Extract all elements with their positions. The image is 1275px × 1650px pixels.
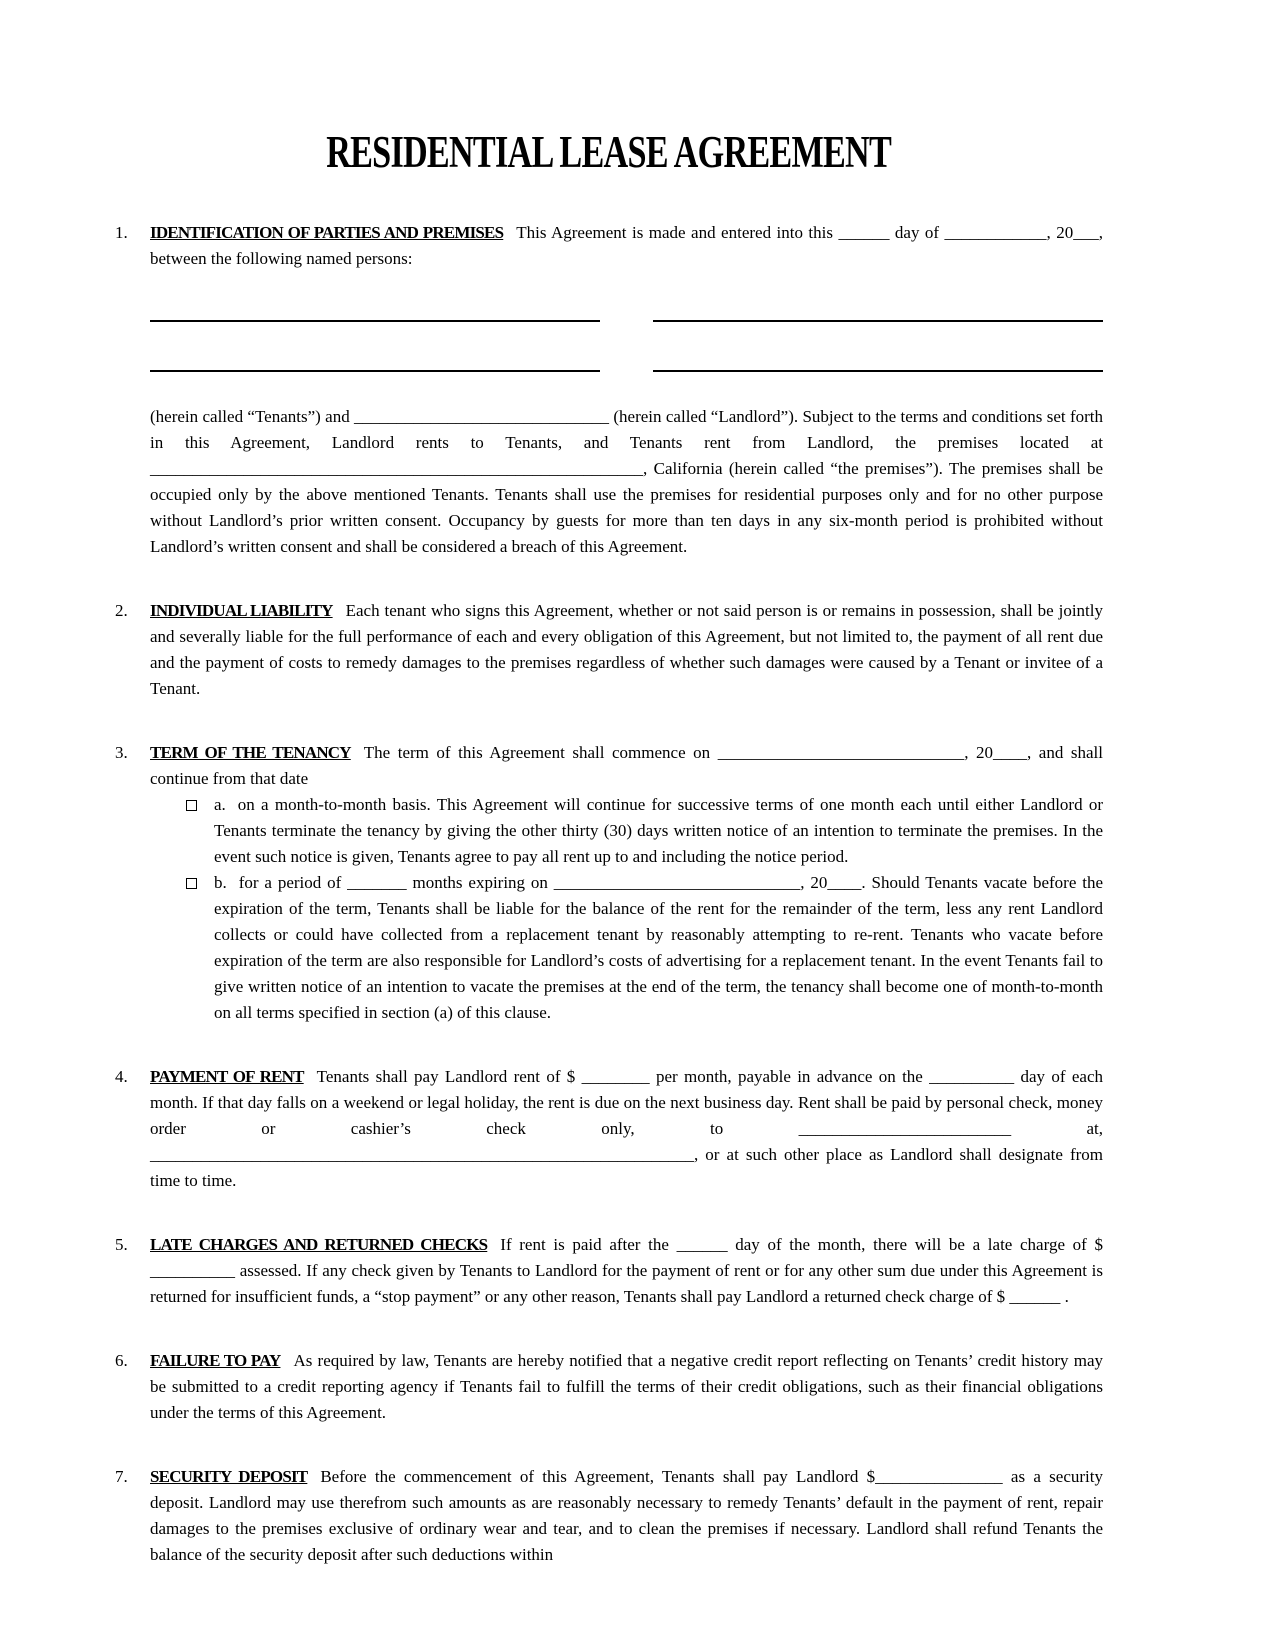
section-body-text: Tenants shall pay Landlord rent of $ ________ per month, payable in advance on the __________ day of each month. If that day falls on a weekend or legal holiday, the rent is due on the next business day. Rent shall be paid by personal check, money order or cashier’s check only, to _________________________ at, ________________________________________________________________, or at such other place as Landlord shall designate from time to time. [150, 1067, 1103, 1190]
section-content [150, 220, 1103, 560]
checkbox-option-b-icon[interactable] [186, 878, 197, 889]
checkbox-option-a-icon[interactable] [186, 800, 197, 811]
section-failure-to-pay [115, 1348, 1103, 1426]
term-option-a [186, 792, 1103, 870]
option-text: on a month-to-month basis. This Agreement will continue for successive terms of one month each until either Landlord or Tenants terminate the tenancy by giving the other thirty (30) days written notice of an intention to terminate the premises. In the event such notice is given, Tenants agree to pay all rent up to and including the notice period. [214, 795, 1103, 866]
section-number: 4. [115, 1067, 128, 1086]
section-heading: TERM OF THE TENANCY [150, 743, 351, 762]
section-heading: PAYMENT OF RENT [150, 1067, 304, 1086]
section-body-text: As required by law, Tenants are hereby notified that a negative credit report reflecting on Tenants’ credit history may be submitted to a credit reporting agency if Tenants fail to fulfill the terms of their credit obligations, such as their financial obligations under the terms of this Agreement. [150, 1351, 1103, 1422]
section-heading: INDIVIDUAL LIABILITY [150, 601, 333, 620]
section-individual-liability [115, 598, 1103, 702]
option-label: a. [214, 795, 226, 814]
section-number: 1. [115, 223, 128, 242]
tenant-name-line-1[interactable] [150, 320, 600, 322]
document-title-text: RESIDENTIAL LEASE AGREEMENT [326, 127, 892, 177]
section-intro-paragraph [150, 220, 1103, 272]
section-content [150, 1064, 1103, 1194]
section-content [150, 598, 1103, 702]
term-option-a-text-block [214, 792, 1103, 870]
section-content [150, 740, 1103, 1026]
tenant-name-line-3[interactable] [150, 370, 600, 372]
section-body-paragraph [150, 1232, 1103, 1310]
section-body-text: (herein called “Tenants”) and ______________________________ (herein called “Landlord”). Subject to the terms and conditions set forth in this Agreement, Landlord rents to Tenants, and Tenants rent from Landlord, the premises located at __________________________________________________________, California (herein called “the premises”). The premises shall be occupied only by the above mentioned Tenants. Tenants shall use the premises for residential purposes only and for no other purpose without Landlord’s prior written consent. Occupancy by guests for more than ten days in any six-month period is prohibited without Landlord’s written consent and shall be considered a breach of this Agreement. [150, 407, 1103, 556]
term-option-b-text-block [214, 870, 1103, 1026]
term-option-b [186, 870, 1103, 1026]
section-number: 2. [115, 601, 128, 620]
section-payment-of-rent [115, 1064, 1103, 1194]
section-body-text: The term of this Agreement shall commence on _____________________________, 20____, and shall continue from that date [150, 743, 1103, 788]
tenant-name-row-2 [150, 370, 1103, 372]
section-heading: IDENTIFICATION OF PARTIES AND PREMISES [150, 223, 504, 242]
section-heading: FAILURE TO PAY [150, 1351, 281, 1370]
section-term-of-tenancy [115, 740, 1103, 1026]
section-number: 6. [115, 1351, 128, 1370]
tenant-name-line-2[interactable] [653, 320, 1103, 322]
tenant-name-row-1 [150, 320, 1103, 322]
section-content [150, 1348, 1103, 1426]
tenant-name-line-4[interactable] [653, 370, 1103, 372]
section-body-paragraph [150, 1064, 1103, 1194]
section-body-text: Each tenant who signs this Agreement, whether or not said person is or remains in possession, shall be jointly and severally liable for the full performance of each and every obligation of this Agreement, but not limited to, the payment of all rent due and the payment of costs to remedy damages to the premises regardless of whether such damages were caused by a Tenant or invitee of a Tenant. [150, 601, 1103, 698]
section-body-paragraph [150, 598, 1103, 702]
document-title [115, 126, 1103, 178]
section-body-paragraph [150, 740, 1103, 792]
section-body-text: If rent is paid after the ______ day of the month, there will be a late charge of $ __________ assessed. If any check given by Tenants to Landlord for the payment of rent or for any other sum due under this Agreement is returned for insufficient funds, a “stop payment” or any other reason, Tenants shall pay Landlord a returned check charge of $ ______ . [150, 1235, 1103, 1306]
section-number: 3. [115, 743, 128, 762]
section-content [150, 1232, 1103, 1310]
section-number: 7. [115, 1467, 128, 1486]
section-security-deposit [115, 1464, 1103, 1568]
section-heading: LATE CHARGES AND RETURNED CHECKS [150, 1235, 488, 1254]
option-text: for a period of _______ months expiring on _____________________________, 20____. Should Tenants vacate before the expiration of the term, Tenants shall be liable for the balance of the rent for the remainder of the term, less any rent Landlord collects or could have collected from a replacement tenant by reasonably attempting to re-rent. Tenants who vacate before expiration of the term are also responsible for Landlord’s costs of advertising for a replacement tenant. In the event Tenants fail to give written notice of an intention to vacate the premises at the end of the term, the tenancy shall become one of month-to-month on all terms specified in section (a) of this clause. [214, 873, 1103, 1022]
section-body-text: Before the commencement of this Agreement, Tenants shall pay Landlord $_______________ as a security deposit. Landlord may use therefrom such amounts as are reasonably necessary to remedy Tenants’ default in the payment of rent, repair damages to the premises exclusive of ordinary wear and tear, and to clean the premises if necessary. Landlord shall refund Tenants the balance of the security deposit after such deductions within [150, 1467, 1103, 1564]
section-number: 5. [115, 1235, 128, 1254]
section-intro-text: This Agreement is made and entered into this ______ day of ____________, 20___, between the following named persons: [150, 223, 1103, 268]
section-heading: SECURITY DEPOSIT [150, 1467, 308, 1486]
section-body-paragraph [150, 404, 1103, 560]
section-body-paragraph [150, 1464, 1103, 1568]
section-identification-of-parties [115, 220, 1103, 560]
option-label: b. [214, 873, 227, 892]
section-content [150, 1464, 1103, 1568]
section-late-charges [115, 1232, 1103, 1310]
section-body-paragraph [150, 1348, 1103, 1426]
